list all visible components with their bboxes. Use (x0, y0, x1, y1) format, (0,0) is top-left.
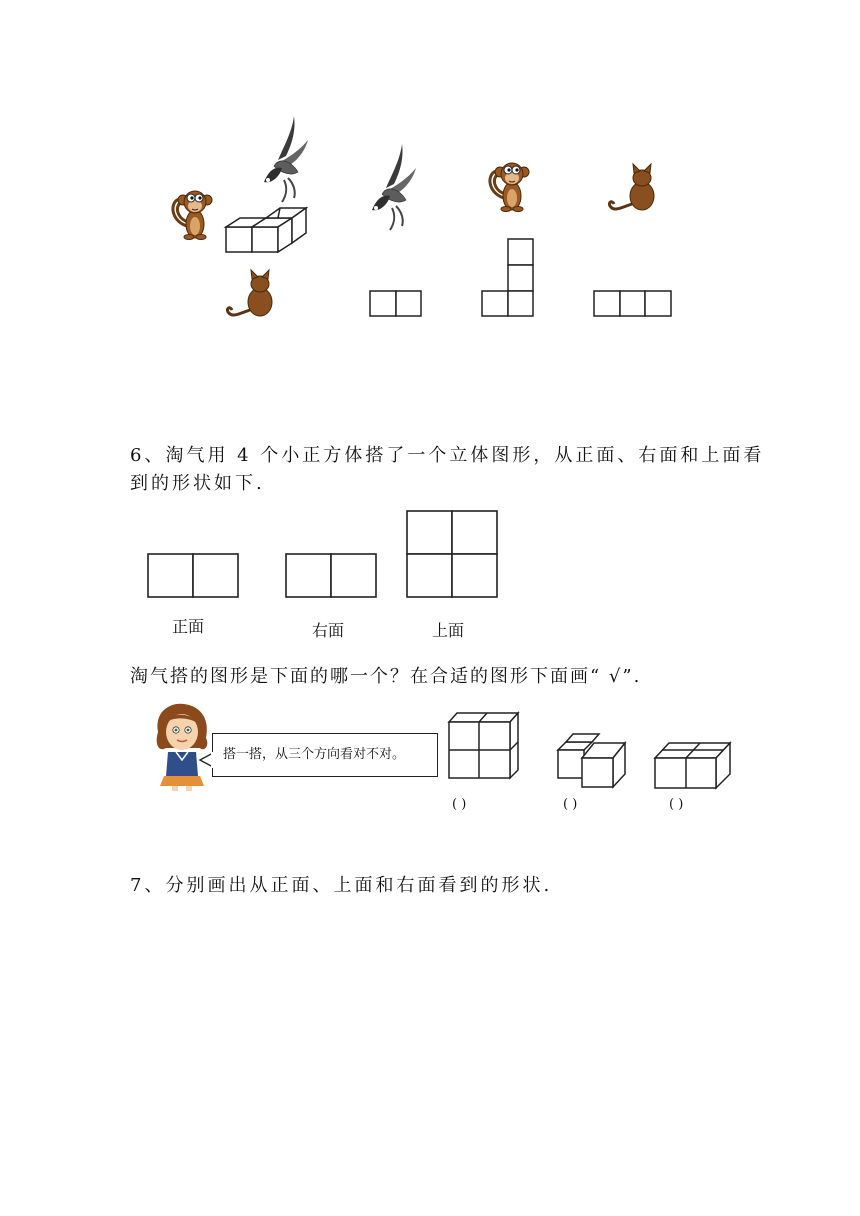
q5-solid-shape (226, 208, 306, 252)
q5-view-l-shape (482, 239, 533, 316)
q6-views (0, 505, 860, 605)
cat-icon (609, 164, 654, 210)
top-view-label: 上面 (432, 621, 465, 640)
speech-bubble: 搭一搭，从三个方向看对不对。 (212, 733, 438, 777)
front-view-grid (148, 554, 238, 597)
right-view-grid (286, 554, 376, 597)
q6-question: 淘气搭的图形是下面的哪一个？在合适的图形下面画“ √”. (130, 666, 642, 687)
right-view-label: 右面 (312, 621, 345, 640)
option-b-shape (558, 734, 625, 787)
q5-illustration (0, 0, 860, 340)
swallow-icon (264, 116, 308, 202)
monkey-icon (173, 191, 212, 240)
top-view-grid (407, 511, 497, 597)
front-view-label: 正面 (172, 617, 205, 636)
option-c-shape (655, 743, 730, 788)
option-a-answer[interactable]: ( ) (452, 797, 467, 812)
cat-icon (227, 270, 272, 316)
q6-text-line1: 6、淘气用 4 个小正方体搭了一个立体图形，从正面、右面和上面看 (130, 445, 765, 466)
q7-text: 7、分别画出从正面、上面和右面看到的形状. (130, 875, 553, 896)
option-b-answer[interactable]: ( ) (563, 797, 578, 812)
option-c-answer[interactable]: ( ) (669, 797, 684, 812)
swallow-icon (372, 144, 416, 230)
q5-view-two-squares (370, 291, 421, 316)
q6-options (0, 700, 860, 800)
option-a-shape (449, 713, 518, 778)
q5-view-three-squares (594, 291, 671, 316)
q6-text-line2: 到的形状如下. (130, 473, 265, 494)
monkey-icon (490, 163, 529, 212)
